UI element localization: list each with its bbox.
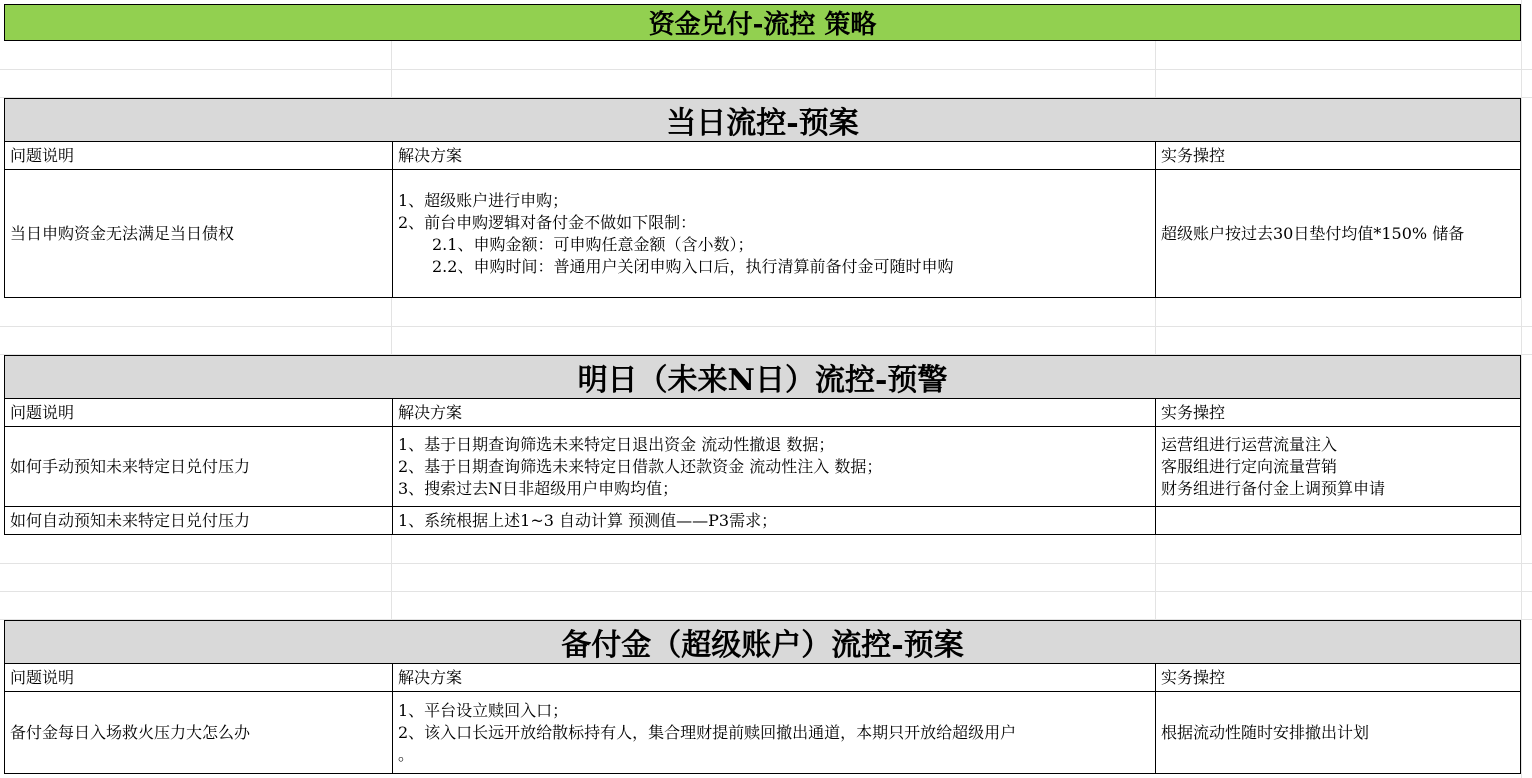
problem-cell[interactable]	[5, 692, 393, 773]
table-row	[4, 507, 1521, 535]
cell-line: 运营组进行运营流量注入	[1161, 434, 1338, 454]
cell-line: 3、搜索过去N日非超级用户申购均值；	[398, 478, 679, 498]
problem-cell[interactable]	[5, 427, 393, 506]
solution-cell[interactable]	[393, 507, 1156, 534]
blank-row[interactable]	[0, 326, 1532, 355]
section-title[interactable]: 备付金（超级账户）流控-预案	[4, 620, 1521, 664]
table-row	[4, 692, 1521, 774]
header-cell-operation[interactable]: 实务操控	[1161, 145, 1226, 165]
main-title[interactable]: 资金兑付-流控 策略	[4, 4, 1521, 41]
cell-line: 2、基于日期查询筛选未来特定日借款人还款资金 流动性注入 数据；	[398, 456, 883, 476]
operation-cell[interactable]	[1156, 170, 1520, 297]
table-row	[4, 170, 1521, 298]
cell-line: 当日申购资金无法满足当日债权	[10, 223, 235, 243]
header-cell-operation[interactable]: 实务操控	[1161, 667, 1226, 687]
cell-line: 客服组进行定向流量营销	[1161, 456, 1338, 476]
cell-line: 2.2、申购时间：普通用户关闭申购入口后，执行清算前备付金可随时申购	[432, 256, 954, 276]
cell-line: 1、基于日期查询筛选未来特定日退出资金 流动性撤退 数据；	[398, 434, 835, 454]
cell-line: 财务组进行备付金上调预算申请	[1161, 478, 1386, 498]
header-row	[4, 664, 1521, 692]
header-row	[4, 399, 1521, 427]
header-cell-operation[interactable]: 实务操控	[1161, 402, 1226, 422]
cell-line: 如何手动预知未来特定日兑付压力	[10, 456, 251, 476]
cell-line: 1、超级账户进行申购；	[398, 190, 569, 210]
section-title[interactable]: 当日流控-预案	[4, 98, 1521, 142]
header-cell-problem[interactable]: 问题说明	[5, 142, 393, 169]
blank-row[interactable]	[0, 591, 1532, 620]
cell-line: 超级账户按过去30日垫付均值*150% 储备	[1161, 223, 1465, 243]
cell-line: 2.1、申购金额：可申购任意金额（含小数）；	[432, 234, 754, 254]
blank-row[interactable]	[0, 563, 1532, 592]
section-title[interactable]: 明日（未来N日）流控-预警	[4, 355, 1521, 399]
header-row	[4, 142, 1521, 170]
solution-cell[interactable]	[393, 692, 1156, 773]
header-cell-solution[interactable]: 解决方案	[393, 664, 1156, 691]
operation-cell[interactable]	[1156, 692, 1520, 773]
blank-row[interactable]	[0, 69, 1532, 98]
header-cell-solution[interactable]: 解决方案	[393, 142, 1156, 169]
operation-cell[interactable]	[1156, 507, 1520, 534]
column-gridline	[1521, 0, 1522, 778]
cell-line: 1、平台设立赎回入口；	[398, 700, 569, 720]
problem-cell[interactable]	[5, 170, 393, 297]
cell-line: 根据流动性随时安排撤出计划	[1161, 722, 1370, 742]
cell-line: 1、系统根据上述1~3 自动计算 预测值——P3需求；	[398, 510, 778, 530]
operation-cell[interactable]	[1156, 427, 1520, 506]
cell-line: 。	[398, 744, 415, 764]
header-cell-solution[interactable]: 解决方案	[393, 399, 1156, 426]
problem-cell[interactable]	[5, 507, 393, 534]
blank-row[interactable]	[0, 535, 1532, 564]
solution-cell[interactable]	[393, 427, 1156, 506]
blank-row[interactable]	[0, 298, 1532, 327]
cell-line: 备付金每日入场救火压力大怎么办	[10, 722, 251, 742]
cell-line: 2、该入口长远开放给散标持有人，集合理财提前赎回撤出通道，本期只开放给超级用户	[398, 722, 1017, 742]
cell-line: 如何自动预知未来特定日兑付压力	[10, 510, 251, 530]
blank-row[interactable]	[0, 41, 1532, 70]
table-row	[4, 427, 1521, 507]
header-cell-problem[interactable]: 问题说明	[5, 399, 393, 426]
solution-cell[interactable]	[393, 170, 1156, 297]
header-cell-problem[interactable]: 问题说明	[5, 664, 393, 691]
cell-line: 2、前台申购逻辑对备付金不做如下限制：	[398, 212, 697, 232]
